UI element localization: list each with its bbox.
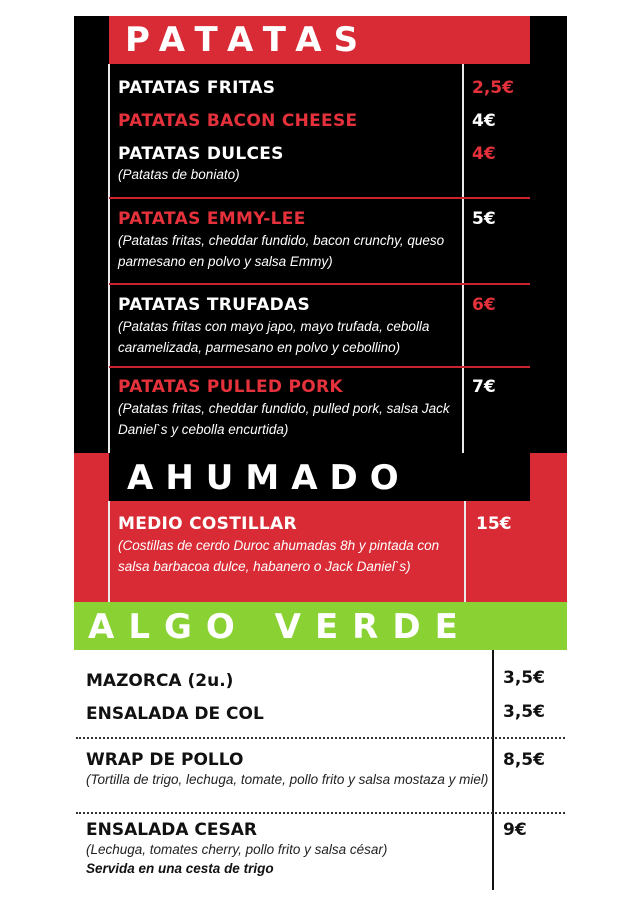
item-name-patatas-trufadas: PATATAS TRUFADAS: [118, 295, 311, 315]
item-price-medio-costillar: 15€: [476, 514, 512, 534]
item-desc-patatas-emmy-lee: (Patatas fritas, cheddar fundido, bacon crunchy, queso parmesano en polvo y salsa Emmy): [118, 233, 445, 269]
item-name-patatas-fritas: PATATAS FRITAS: [118, 78, 276, 98]
item-price-wrap-de-pollo: 8,5€: [503, 750, 545, 770]
item-desc-ensalada-cesar: (Lechuga, tomates cherry, pollo frito y salsa césar): [86, 842, 388, 857]
algo-verde-price-divider: [492, 650, 494, 890]
item-name-ensalada-cesar: ENSALADA CESAR: [86, 820, 257, 840]
ahumado-header: [109, 453, 530, 501]
item-price-patatas-emmy-lee: 5€: [472, 209, 496, 229]
item-name-patatas-pulled-pork: PATATAS PULLED PORK: [118, 377, 343, 397]
item-note-ensalada-cesar: Servida en una cesta de trigo: [86, 861, 274, 876]
patatas-row-divider: [109, 197, 530, 199]
item-desc-patatas-pulled-pork: (Patatas fritas, cheddar fundido, pulled pork, salsa Jack Daniel`s y cebolla encurtida): [118, 401, 450, 437]
item-name-medio-costillar: MEDIO COSTILLAR: [118, 514, 297, 534]
item-name-ensalada-de-col: ENSALADA DE COL: [86, 704, 264, 724]
item-price-mazorca: 3,5€: [503, 668, 545, 688]
item-price-ensalada-cesar: 9€: [503, 820, 527, 840]
item-name-patatas-dulces: PATATAS DULCES: [118, 144, 284, 164]
ahumado-left-border: [108, 501, 110, 602]
patatas-header: [109, 16, 530, 64]
item-price-ensalada-de-col: 3,5€: [503, 702, 545, 722]
item-name-mazorca: MAZORCA (2u.): [86, 671, 234, 691]
algo-verde-header: [74, 602, 567, 650]
patatas-left-border: [108, 64, 110, 453]
patatas-row-divider: [109, 366, 530, 368]
item-price-patatas-pulled-pork: 7€: [472, 377, 496, 397]
item-name-wrap-de-pollo: WRAP DE POLLO: [86, 750, 244, 770]
ahumado-title: AHUMADO: [127, 458, 411, 498]
item-desc-patatas-dulces: (Patatas de boniato): [118, 167, 240, 182]
item-price-patatas-bacon-cheese: 4€: [472, 111, 496, 131]
item-name-patatas-bacon-cheese: PATATAS BACON CHEESE: [118, 111, 358, 131]
item-desc-medio-costillar: (Costillas de cerdo Duroc ahumadas 8h y pintada con salsa barbacoa dulce, habanero o Jack Daniel`s): [118, 538, 440, 574]
item-desc-patatas-trufadas: (Patatas fritas con mayo japo, mayo trufada, cebolla caramelizada, parmesano en polvo y cebollino): [118, 319, 430, 355]
item-price-patatas-fritas: 2,5€: [472, 78, 514, 98]
patatas-price-divider: [462, 64, 464, 453]
item-desc-wrap-de-pollo: (Tortilla de trigo, lechuga, tomate, pollo frito y salsa mostaza y miel): [86, 772, 489, 787]
ahumado-price-divider: [464, 501, 466, 602]
patatas-title: PATATAS: [125, 20, 371, 60]
item-price-patatas-trufadas: 6€: [472, 295, 496, 315]
algo-verde-title: ALGO VERDE: [88, 607, 472, 647]
algo-verde-row-divider: [76, 812, 565, 814]
patatas-row-divider: [109, 283, 530, 285]
algo-verde-row-divider: [76, 737, 565, 739]
item-name-patatas-emmy-lee: PATATAS EMMY-LEE: [118, 209, 306, 229]
item-price-patatas-dulces: 4€: [472, 144, 496, 164]
